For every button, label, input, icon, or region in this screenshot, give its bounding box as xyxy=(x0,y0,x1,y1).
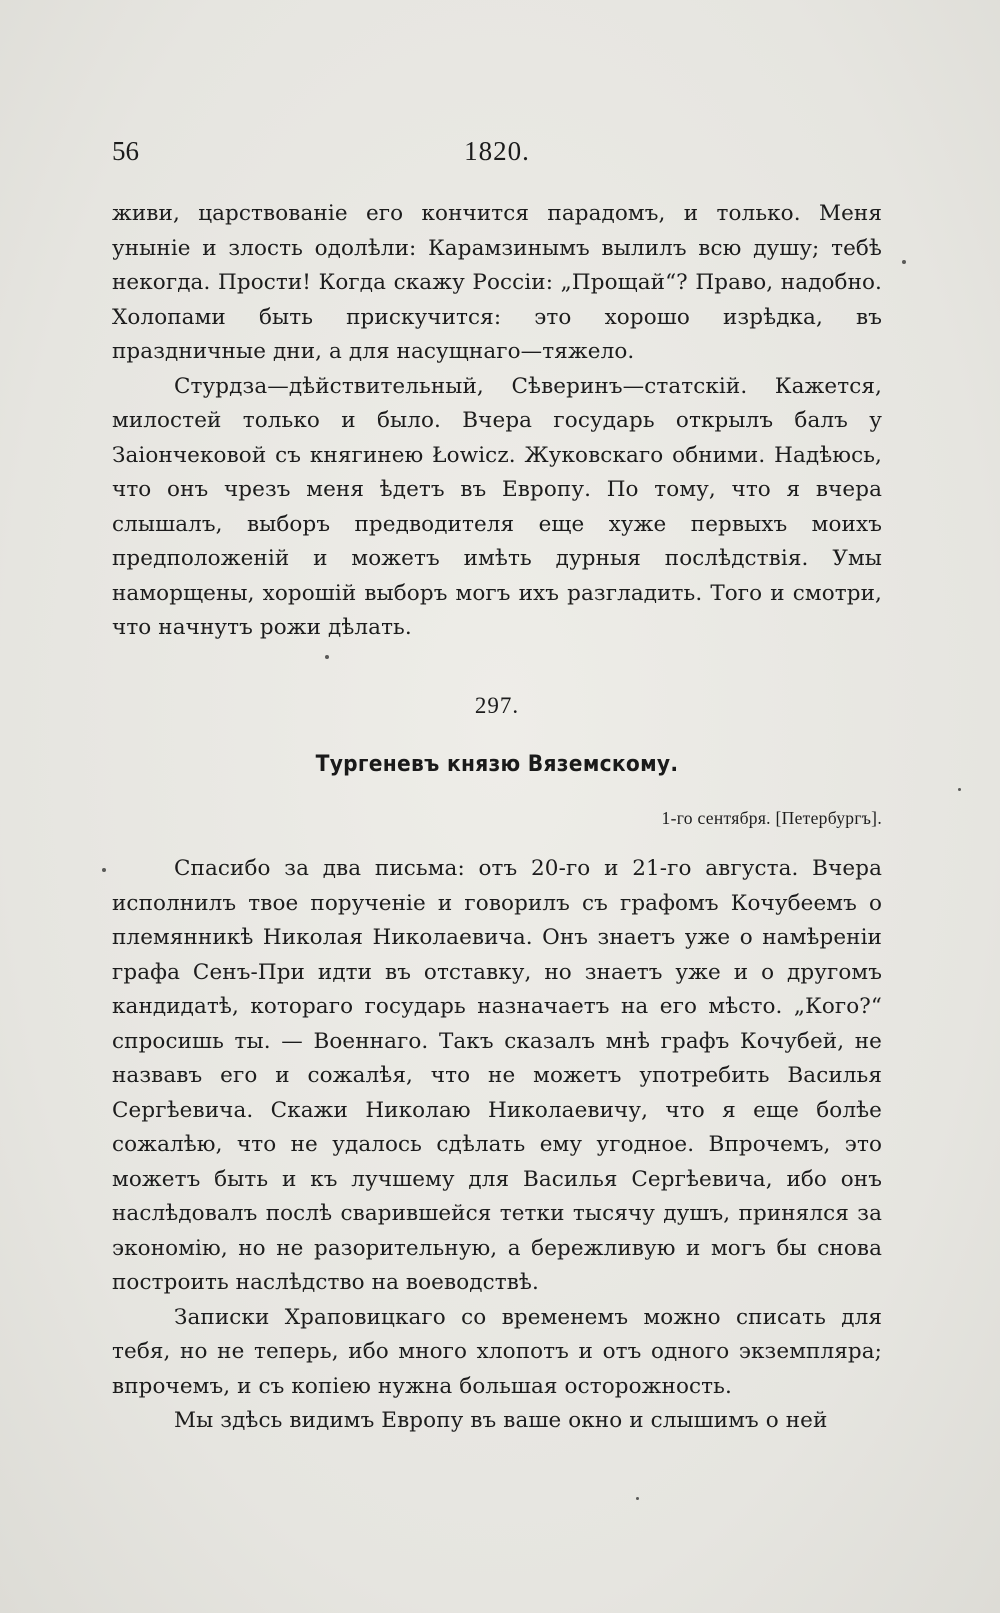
letter-number: 297. xyxy=(474,693,520,718)
continuation-text xyxy=(112,197,882,646)
print-speck xyxy=(636,1497,639,1500)
running-head-year: 1820. xyxy=(464,136,530,166)
letter-date: 1-го сентября. [Петербургъ]. xyxy=(661,808,882,828)
letter-heading: Тургеневъ князю Вяземскому. xyxy=(315,752,679,777)
print-speck xyxy=(902,260,906,264)
paragraph: Стурдза—дѣйствительный, Сѣверинъ—статскій. Кажется, милостей только и было. Вчера государь открылъ балъ у Заіончековой съ княгинею Łowicz. Жуковскаго обними. Надѣюсь, что онъ чрезъ меня ѣдетъ въ Европу. По тому, что я вчера слышалъ, выборъ предводителя еще хуже первыхъ моихъ предположеній и можетъ имѣть дурныя послѣдствія. Умы наморщены, хорошій выборъ могъ ихъ разгладить. Того и смотри, что начнутъ рожи дѣлать. xyxy=(112,373,882,640)
letter-body xyxy=(112,852,882,1439)
paragraph: Мы здѣсь видимъ Европу въ ваше окно и слышимъ о ней xyxy=(174,1408,828,1433)
paragraph: Спасибо за два письма: отъ 20-го и 21-го августа. Вчера исполнилъ твое порученіе и говорилъ съ графомъ Кочубеемъ о племянникѣ Николая Николаевича. Онъ знаетъ уже о намѣреніи графа Сенъ-При идти въ отставку, но знаетъ уже и о другомъ кандидатѣ, котораго государь назначаетъ на его мѣсто. „Кого?“ спросишь ты. — Военнаго. Такъ сказалъ мнѣ графъ Кочубей, не назвавъ его и сожалѣя, что не можетъ употребить Василья Сергѣевича. Скажи Николаю Николаевичу, что я еще болѣе сожалѣю, что не удалось сдѣлать ему угодное. Впрочемъ, это можетъ быть и къ лучшему для Василья Сергѣевича, ибо онъ наслѣдовалъ послѣ сварившейся тетки тысячу душъ, принялся за экономію, но не разорительную, а бережливую и могъ бы снова построить наслѣдство на воеводствѣ. xyxy=(112,856,882,1295)
running-head xyxy=(112,136,882,176)
print-speck xyxy=(325,655,329,659)
paragraph: живи, царствованіе его кончится парадомъ, и только. Меня уныніе и злость одолѣли: Карамзинымъ вылилъ всю душу; тебѣ некогда. Прости! Когда скажу Россіи: „Прощай“? Право, надобно. Холопами быть прискучится: это хорошо изрѣдка, въ праздничные дни, а для насущнаго—тяжело. xyxy=(112,201,882,364)
print-speck xyxy=(958,788,961,791)
page-number: 56 xyxy=(112,136,139,166)
paragraph: Записки Храповицкаго со временемъ можно списать для тебя, но не теперь, ибо много хлопотъ и отъ одного экземпляра; впрочемъ, и съ копіею нужна большая осторожность. xyxy=(112,1304,882,1399)
print-speck xyxy=(102,868,106,872)
